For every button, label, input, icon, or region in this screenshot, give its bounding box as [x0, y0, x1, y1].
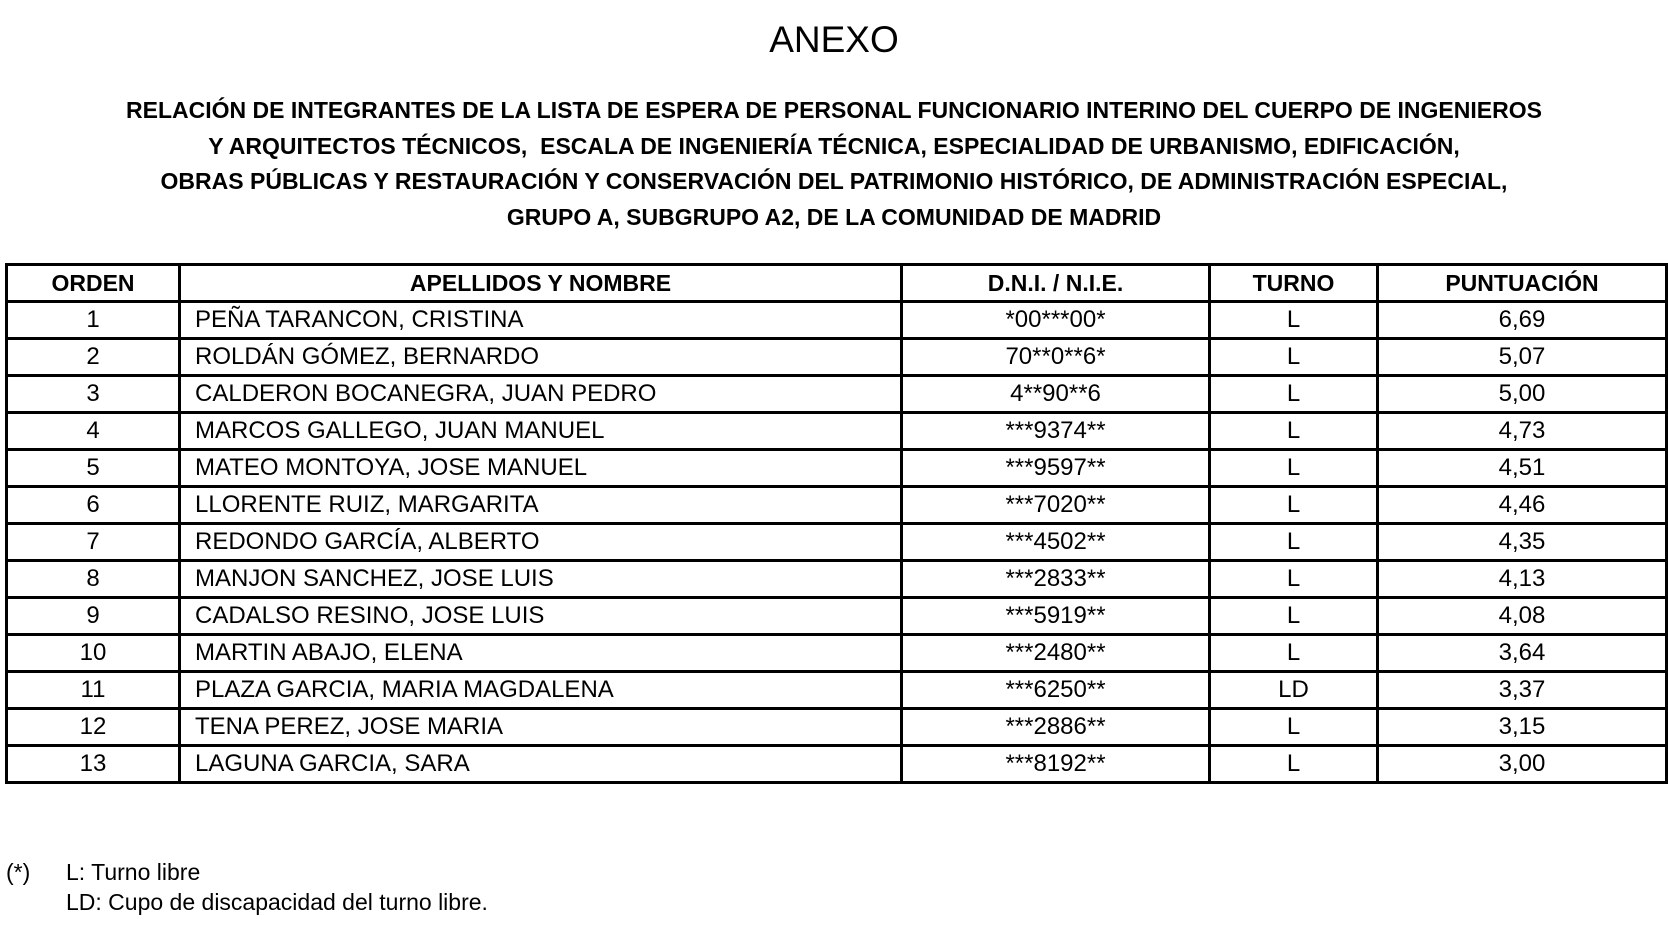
cell-puntuacion: 5,07 — [1378, 339, 1667, 376]
cell-turno: L — [1210, 339, 1378, 376]
cell-dni: ***7020** — [902, 487, 1210, 524]
cell-puntuacion: 3,15 — [1378, 709, 1667, 746]
cell-orden: 8 — [7, 561, 180, 598]
column-header-turno: TURNO — [1210, 265, 1378, 302]
table-row — [7, 709, 1667, 746]
cell-orden: 9 — [7, 598, 180, 635]
cell-puntuacion: 4,13 — [1378, 561, 1667, 598]
cell-puntuacion: 4,08 — [1378, 598, 1667, 635]
cell-name: LAGUNA GARCIA, SARA — [180, 746, 902, 783]
table-row — [7, 302, 1667, 339]
table-row — [7, 598, 1667, 635]
cell-name: MATEO MONTOYA, JOSE MANUEL — [180, 450, 902, 487]
column-header-name: APELLIDOS Y NOMBRE — [180, 265, 902, 302]
cell-dni: 70**0**6* — [902, 339, 1210, 376]
cell-orden: 12 — [7, 709, 180, 746]
table-row — [7, 339, 1667, 376]
subtitle-line: OBRAS PÚBLICAS Y RESTAURACIÓN Y CONSERVACIÓN DEL PATRIMONIO HISTÓRICO, DE ADMINISTRACIÓN ESPECIAL, — [160, 168, 1508, 194]
table-row — [7, 487, 1667, 524]
cell-puntuacion: 4,35 — [1378, 524, 1667, 561]
cell-turno: L — [1210, 598, 1378, 635]
cell-orden: 3 — [7, 376, 180, 413]
cell-name: CADALSO RESINO, JOSE LUIS — [180, 598, 902, 635]
table-row — [7, 635, 1667, 672]
table-row — [7, 672, 1667, 709]
cell-name: TENA PEREZ, JOSE MARIA — [180, 709, 902, 746]
column-header-dni: D.N.I. / N.I.E. — [902, 265, 1210, 302]
cell-dni: ***9597** — [902, 450, 1210, 487]
table-row — [7, 524, 1667, 561]
cell-name: MARTIN ABAJO, ELENA — [180, 635, 902, 672]
subtitle-line: GRUPO A, SUBGRUPO A2, DE LA COMUNIDAD DE MADRID — [506, 203, 1162, 230]
cell-puntuacion: 4,46 — [1378, 487, 1667, 524]
cell-name: ROLDÁN GÓMEZ, BERNARDO — [180, 339, 902, 376]
cell-puntuacion: 4,51 — [1378, 450, 1667, 487]
cell-orden: 11 — [7, 672, 180, 709]
cell-name: MANJON SANCHEZ, JOSE LUIS — [180, 561, 902, 598]
cell-name: PLAZA GARCIA, MARIA MAGDALENA — [180, 672, 902, 709]
table-row — [7, 561, 1667, 598]
cell-puntuacion: 4,73 — [1378, 413, 1667, 450]
cell-dni: ***5919** — [902, 598, 1210, 635]
cell-puntuacion: 6,69 — [1378, 302, 1667, 339]
cell-orden: 10 — [7, 635, 180, 672]
cell-orden: 6 — [7, 487, 180, 524]
cell-puntuacion: 3,00 — [1378, 746, 1667, 783]
cell-orden: 2 — [7, 339, 180, 376]
subtitle-line: Y ARQUITECTOS TÉCNICOS, ESCALA DE INGENIERÍA TÉCNICA, ESPECIALIDAD DE URBANISMO, EDIFICACIÓN, — [208, 132, 1460, 159]
cell-turno: L — [1210, 635, 1378, 672]
subtitle-line: RELACIÓN DE INTEGRANTES DE LA LISTA DE ESPERA DE PERSONAL FUNCIONARIO INTERINO DEL CUERPO DE INGENIEROS — [126, 97, 1542, 123]
cell-puntuacion: 3,37 — [1378, 672, 1667, 709]
cell-dni: ***6250** — [902, 672, 1210, 709]
cell-orden: 5 — [7, 450, 180, 487]
column-header-orden: ORDEN — [7, 265, 180, 302]
table-header-row — [7, 265, 1667, 302]
cell-turno: L — [1210, 413, 1378, 450]
cell-turno: L — [1210, 450, 1378, 487]
footnote-line: LD: Cupo de discapacidad del turno libre. — [66, 889, 488, 915]
cell-puntuacion: 5,00 — [1378, 376, 1667, 413]
footnotes — [6, 857, 488, 917]
cell-dni: ***4502** — [902, 524, 1210, 561]
cell-turno: L — [1210, 746, 1378, 783]
cell-dni: 4**90**6 — [902, 376, 1210, 413]
cell-name: PEÑA TARANCON, CRISTINA — [180, 302, 902, 339]
cell-turno: L — [1210, 487, 1378, 524]
cell-name: REDONDO GARCÍA, ALBERTO — [180, 524, 902, 561]
waiting-list-table — [5, 263, 1668, 784]
cell-dni: ***9374** — [902, 413, 1210, 450]
cell-dni: *00***00* — [902, 302, 1210, 339]
cell-puntuacion: 3,64 — [1378, 635, 1667, 672]
cell-turno: L — [1210, 561, 1378, 598]
table-row — [7, 450, 1667, 487]
table-body — [7, 302, 1667, 783]
cell-dni: ***2833** — [902, 561, 1210, 598]
cell-turno: L — [1210, 524, 1378, 561]
document-subtitle — [0, 93, 1668, 235]
cell-orden: 13 — [7, 746, 180, 783]
footnote-line: L: Turno libre — [66, 859, 201, 885]
table-row — [7, 413, 1667, 450]
cell-dni: ***8192** — [902, 746, 1210, 783]
table-row — [7, 746, 1667, 783]
footnote-marker: (*) — [6, 859, 31, 885]
cell-dni: ***2480** — [902, 635, 1210, 672]
cell-turno: L — [1210, 302, 1378, 339]
cell-turno: L — [1210, 376, 1378, 413]
cell-orden: 7 — [7, 524, 180, 561]
cell-name: MARCOS GALLEGO, JUAN MANUEL — [180, 413, 902, 450]
cell-name: CALDERON BOCANEGRA, JUAN PEDRO — [180, 376, 902, 413]
cell-turno: L — [1210, 709, 1378, 746]
cell-name: LLORENTE RUIZ, MARGARITA — [180, 487, 902, 524]
cell-turno: LD — [1210, 672, 1378, 709]
cell-orden: 4 — [7, 413, 180, 450]
page-title: ANEXO — [769, 19, 899, 60]
cell-orden: 1 — [7, 302, 180, 339]
table-row — [7, 376, 1667, 413]
cell-dni: ***2886** — [902, 709, 1210, 746]
column-header-puntuacion: PUNTUACIÓN — [1378, 265, 1667, 302]
